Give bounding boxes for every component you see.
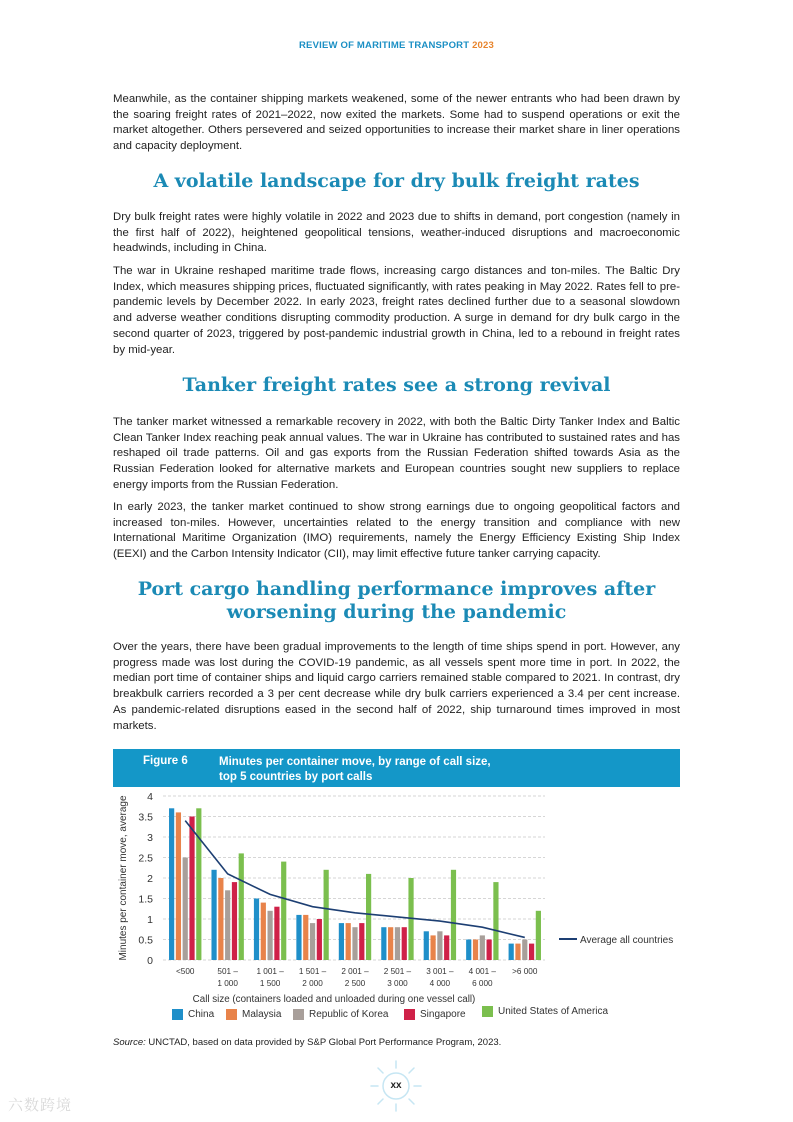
bar <box>451 870 456 960</box>
legend-swatch-usa <box>482 1006 493 1017</box>
legend-swatch-malaysia <box>226 1009 237 1020</box>
figure-title-line1: Minutes per container move, by range of call size, <box>219 756 491 768</box>
x-tick-label: 4 000 <box>429 979 451 988</box>
header-title: REVIEW OF MARITIME TRANSPORT <box>298 40 470 51</box>
bar <box>509 944 514 960</box>
bar <box>444 935 449 960</box>
y-tick-label: 1 <box>147 914 153 926</box>
bar <box>232 882 237 960</box>
bar <box>395 927 400 960</box>
tanker-paragraph-2: In early 2023, the tanker market continued to show strong earnings due to ongoing geopolitical factors and increased ton-miles. However, uncertainties related to the energy transition and compliance with new International Maritime Organization (IMO) requirements, namely the Energy Efficiency Existing Ship Index (EEXI) and the Carbon Intensity Indicator (CII), may limit effective future tanker carrying capacity. <box>113 501 680 561</box>
bar <box>402 927 407 960</box>
bar <box>324 870 329 960</box>
legend-item-korea <box>293 1009 389 1020</box>
x-tick-label: 4 001 – <box>468 967 496 976</box>
x-tick-label: 6 000 <box>472 979 493 988</box>
bar <box>352 927 357 960</box>
bar <box>310 923 315 960</box>
x-tick-label: 1 501 – <box>298 967 327 976</box>
bar <box>430 935 435 960</box>
heading-dry-bulk: A volatile landscape for dry bulk freight rates <box>153 170 640 192</box>
x-tick-label: <500 <box>175 967 195 976</box>
bar <box>466 940 471 961</box>
bar <box>529 944 534 960</box>
watermark-text: 六数跨境 <box>8 1096 73 1114</box>
port-cargo-paragraph-1: Over the years, there have been gradual improvements to the length of time ships spend in port. However, any progress made was lost during the COVID-19 pandemic, as all vessels spent more time in port. In 2022, the median port time of container ships and liquid cargo carriers remained stable compared to 2021. In contrast, dry breakbulk carriers recorded a 3 per cent decrease while dry bulk carriers experienced a 3.4 per cent increase. As pandemic-related disruptions eased in the second half of 2022, ship turnaround times improved in most markets. <box>113 641 680 732</box>
heading-tanker: Tanker freight rates see a strong revival <box>182 374 611 396</box>
x-tick-label: 2 000 <box>302 979 323 988</box>
y-tick-label: 3.5 <box>138 811 153 824</box>
y-tick-label: 1.5 <box>138 893 153 906</box>
y-tick-label: 2 <box>147 873 153 885</box>
figure-source <box>113 1037 501 1048</box>
bar <box>281 862 286 960</box>
bar <box>487 940 492 961</box>
bar <box>480 935 485 960</box>
bar <box>366 874 371 960</box>
y-tick-label: 4 <box>147 791 153 803</box>
bar <box>339 923 344 960</box>
figure-title-band <box>113 749 680 787</box>
legend-item-malaysia <box>226 1009 281 1020</box>
bar <box>261 903 266 960</box>
bar <box>254 899 259 961</box>
y-tick-label: 0.5 <box>138 934 153 947</box>
x-axis-title: Call size (containers loaded and unloaded during one vessel call) <box>192 994 476 1005</box>
bar <box>388 927 393 960</box>
bar-chart <box>113 787 680 1009</box>
x-tick-label: 2 001 – <box>341 967 369 976</box>
heading-port-cargo-line1: Port cargo handling performance improves after <box>137 578 656 600</box>
dry-bulk-paragraph-2: The war in Ukraine reshaped maritime trade flows, increasing cargo distances and ton-miles. The Baltic Dry Index, which measures shipping prices, fluctuated significantly, with rates peaking in May 2022. Rates fell to pre-pandemic levels by December 2022. In early 2023, freight rates declined further due to a seasonal slowdown and adverse weather conditions disrupting commodity production. A surge in demand for dry bulk cargo in the second quarter of 2023, triggered by post-pandemic industrial growth in China, led to a rebound in freight rates by mid-year. <box>113 265 680 356</box>
x-tick-label: 3 000 <box>387 979 408 988</box>
bar <box>515 944 520 960</box>
legend-label-usa: United States of America <box>498 1006 609 1017</box>
legend-item-china <box>172 1009 214 1020</box>
bar <box>176 812 181 960</box>
bar <box>268 911 273 960</box>
chart-legend <box>172 1006 692 1023</box>
legend-swatch-singapore <box>404 1009 415 1020</box>
bar <box>225 890 230 960</box>
bar <box>424 931 429 960</box>
x-tick-label: 501 – <box>217 967 238 976</box>
heading-port-cargo <box>113 578 680 624</box>
legend-label-malaysia: Malaysia <box>242 1009 282 1020</box>
bar <box>239 853 244 960</box>
header-year: 2023 <box>472 40 495 51</box>
legend-label-average: Average all countries <box>580 935 674 946</box>
bar <box>218 878 223 960</box>
x-tick-label: 1 500 <box>259 979 281 988</box>
legend-swatch-korea <box>293 1009 304 1020</box>
tanker-paragraph-1: The tanker market witnessed a remarkable recovery in 2022, with both the Baltic Dirty Tanker Index and Baltic Clean Tanker Index reaching peak annual values. The war in Ukraine has contributed to sustained rates and has reshaped oil trade patterns. Oil and gas exports from the Russian Federation shifted towards Asia as the Russian Federation looked for alternative markets and European countries sought new suppliers to replace energy imports from the Russian Federation. <box>113 416 680 491</box>
legend-item-usa <box>482 1006 608 1017</box>
legend-label-singapore: Singapore <box>420 1009 466 1020</box>
page-number-badge <box>367 1057 425 1115</box>
bar <box>169 808 174 960</box>
y-tick-label: 0 <box>147 955 153 967</box>
bar <box>473 940 478 961</box>
watermark <box>8 1094 72 1115</box>
page-number: xx <box>390 1080 402 1091</box>
bar <box>296 915 301 960</box>
bar <box>493 882 498 960</box>
bar <box>437 931 442 960</box>
bar <box>189 817 194 961</box>
y-tick-label: 3 <box>147 832 153 844</box>
bar <box>381 927 386 960</box>
x-tick-label: 2 500 <box>344 979 366 988</box>
source-label: Source: <box>113 1037 146 1048</box>
bar <box>522 940 527 961</box>
x-tick-label: 1 001 – <box>256 967 284 976</box>
intro-paragraph: Meanwhile, as the container shipping markets weakened, some of the newer entrants who had been drawn by the soaring freight rates of 2021–2022, now exited the markets. Some had to suspend operations or exit the market altogether. Others persevered and seized opportunities to increase their market share in liner operations and capacity deployment. <box>113 93 680 153</box>
bar <box>346 923 351 960</box>
x-tick-label: 2 501 – <box>383 967 412 976</box>
bar <box>359 923 364 960</box>
figure-number: Figure 6 <box>143 755 188 767</box>
running-header <box>0 40 793 51</box>
x-tick-label: >6 000 <box>512 967 538 976</box>
source-text: UNCTAD, based on data provided by S&P Global Port Performance Program, 2023. <box>148 1037 502 1048</box>
legend-label-china: China <box>188 1009 215 1020</box>
bar <box>183 858 188 961</box>
bar <box>536 911 541 960</box>
bar <box>211 870 216 960</box>
bar <box>196 808 201 960</box>
x-tick-label: 3 001 – <box>426 967 454 976</box>
figure-title <box>219 755 491 785</box>
legend-item-singapore <box>404 1009 466 1020</box>
legend-swatch-china <box>172 1009 183 1020</box>
legend-label-korea: Republic of Korea <box>309 1009 389 1020</box>
dry-bulk-paragraph-1: Dry bulk freight rates were highly volatile in 2022 and 2023 due to shifts in demand, port congestion (namely in the first half of 2022), heightened geopolitical tensions, weather-induced disruptions and macroeconomic headwinds, including in China. <box>113 211 680 255</box>
heading-port-cargo-line2: worsening during the pandemic <box>226 601 567 623</box>
x-tick-label: 1 000 <box>217 979 238 988</box>
y-tick-label: 2.5 <box>138 852 153 865</box>
bar <box>274 907 279 960</box>
bar <box>317 919 322 960</box>
figure-title-line2: top 5 countries by port calls <box>219 771 373 783</box>
bar <box>303 915 308 960</box>
y-axis-title: Minutes per container move, average <box>118 795 129 961</box>
